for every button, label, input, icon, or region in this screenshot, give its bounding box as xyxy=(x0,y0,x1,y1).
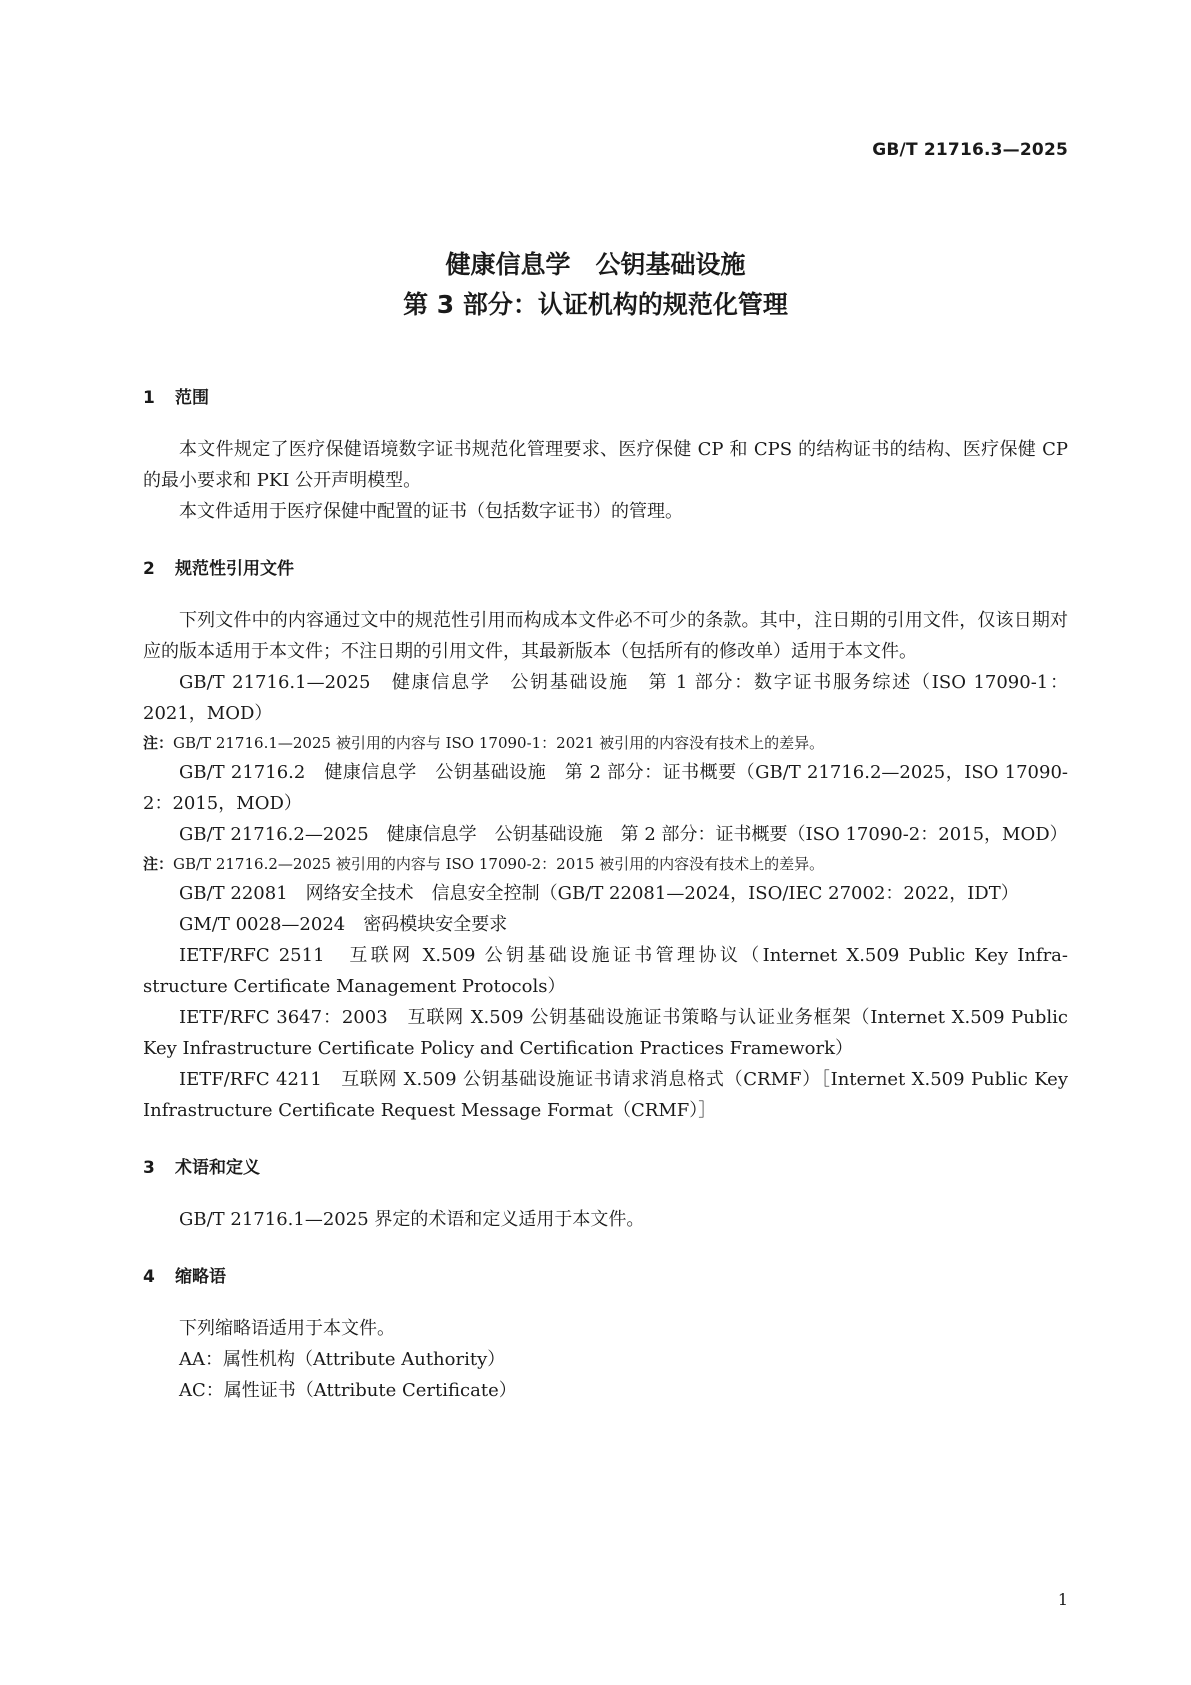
section-number: 3 xyxy=(143,1158,155,1178)
section-heading xyxy=(143,551,1068,587)
paragraph: 下列缩略语适用于本文件。 xyxy=(179,1318,395,1339)
reference-entry: GM/T 0028—2024 密码模块安全要求 xyxy=(179,914,508,935)
document-title xyxy=(0,245,1191,325)
paragraph: 下列文件中的内容通过文中的规范性引用而构成本文件必不可少的条款。其中，注日期的引用文件，仅该日期对应的版本适用于本文件；不注日期的引用文件，其最新版本（包括所有的修改单）适用于本文件。 xyxy=(143,610,1068,662)
section-number: 2 xyxy=(143,559,155,579)
reference-entry: IETF/RFC 2511 互联网 X.509 公钥基础设施证书管理协议（Internet X.509 Public Key Infra-structure Certificate Management Protocols） xyxy=(143,945,1068,997)
note-label: 注： xyxy=(143,734,174,752)
section-number: 4 xyxy=(143,1267,155,1287)
note xyxy=(143,729,1068,757)
page-number: 1 xyxy=(1057,1590,1068,1609)
reference-entry: GB/T 21716.2—2025 健康信息学 公钥基础设施 第 2 部分：证书概要（ISO 17090-2：2015，MOD） xyxy=(179,824,1068,845)
section-heading xyxy=(143,1150,1068,1186)
note-text: GB/T 21716.2—2025 被引用的内容与 ISO 17090-2：2015 被引用的内容没有技术上的差异。 xyxy=(173,855,825,873)
paragraph: 本文件规定了医疗保健语境数字证书规范化管理要求、医疗保健 CP 和 CPS 的结构证书的结构、医疗保健 CP 的最小要求和 PKI 公开声明模型。 xyxy=(143,439,1068,491)
paragraph: GB/T 21716.1—2025 界定的术语和定义适用于本文件。 xyxy=(179,1209,645,1230)
section-title: 范围 xyxy=(175,388,209,408)
document-body xyxy=(143,380,1068,1406)
section-number: 1 xyxy=(143,388,155,408)
reference-entry: IETF/RFC 3647：2003 互联网 X.509 公钥基础设施证书策略与认证业务框架（Internet X.509 Public Key Infrastructure Certificate Policy and Certification Practices Framework） xyxy=(143,1007,1068,1059)
abbreviation-entry: AA：属性机构（Attribute Authority） xyxy=(179,1349,506,1370)
section-title: 规范性引用文件 xyxy=(175,559,294,579)
note xyxy=(143,850,1068,878)
section-scope xyxy=(143,380,1068,527)
title-line-1: 健康信息学 公钥基础设施 xyxy=(445,250,746,279)
section-heading xyxy=(143,380,1068,416)
reference-entry: GB/T 22081 网络安全技术 信息安全控制（GB/T 22081—2024，ISO/IEC 27002：2022，IDT） xyxy=(179,883,1019,904)
note-text: GB/T 21716.1—2025 被引用的内容与 ISO 17090-1：2021 被引用的内容没有技术上的差异。 xyxy=(173,734,825,752)
standard-code: GB/T 21716.3—2025 xyxy=(872,140,1068,160)
reference-entry: IETF/RFC 4211 互联网 X.509 公钥基础设施证书请求消息格式（CRMF）［Internet X.509 Public Key Infrastructure Certificate Request Message Format（CRMF）］ xyxy=(143,1069,1068,1121)
section-terms-definitions xyxy=(143,1150,1068,1235)
paragraph: 本文件适用于医疗保健中配置的证书（包括数字证书）的管理。 xyxy=(179,501,683,522)
reference-entry: GB/T 21716.1—2025 健康信息学 公钥基础设施 第 1 部分：数字证书服务综述（ISO 17090-1：2021，MOD） xyxy=(143,672,1068,724)
note-label: 注： xyxy=(143,855,174,873)
abbreviation-entry: AC：属性证书（Attribute Certificate） xyxy=(179,1380,517,1401)
section-heading xyxy=(143,1259,1068,1295)
section-normative-references xyxy=(143,551,1068,1126)
section-title: 缩略语 xyxy=(175,1267,226,1287)
section-title: 术语和定义 xyxy=(175,1158,260,1178)
section-abbreviations xyxy=(143,1259,1068,1406)
title-line-2: 第 3 部分：认证机构的规范化管理 xyxy=(403,290,788,319)
reference-entry: GB/T 21716.2 健康信息学 公钥基础设施 第 2 部分：证书概要（GB/T 21716.2—2025，ISO 17090-2：2015，MOD） xyxy=(143,762,1068,814)
